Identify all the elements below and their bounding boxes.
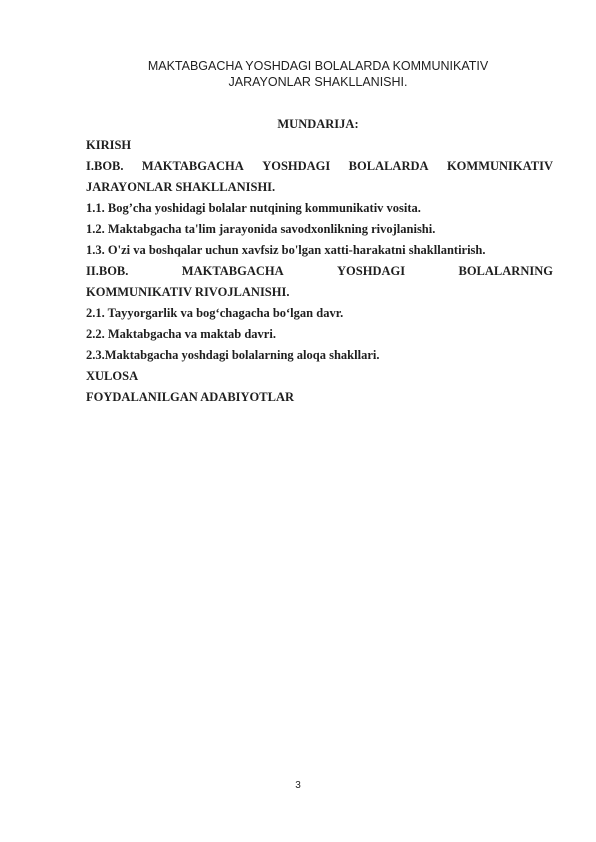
title-line-2: JARAYONLAR SHAKLLANISHI. xyxy=(228,75,408,89)
toc-entry-section-1-1: 1.1. Bog’cha yoshidagi bolalar nutqining kommunikativ vosita. xyxy=(86,201,421,215)
toc-entry-section-2-2: 2.2. Maktabgacha va maktab davri. xyxy=(86,327,276,341)
toc-entry-section-1-3: 1.3. O'zi va boshqalar uchun xavfsiz bo'lgan xatti-harakatni shakllantirish. xyxy=(86,243,486,257)
toc-entry-section-2-3: 2.3.Maktabgacha yoshdagi bolalarning aloqa shakllari. xyxy=(86,348,380,362)
toc-word: MAKTABGACHA xyxy=(181,264,284,278)
toc-entry-references: FOYDALANILGAN ADABIYOTLAR xyxy=(86,390,295,404)
toc-word: KOMMUNIKATIV xyxy=(446,159,553,173)
page-number: 3 xyxy=(295,780,301,791)
toc-word: BOLALARNING xyxy=(458,264,553,278)
toc-word: YOSHDAGI xyxy=(337,264,406,278)
contents-heading: MUNDARIJA: xyxy=(277,117,359,131)
toc-entry-intro: KIRISH xyxy=(86,138,132,152)
toc-word: BOLALARDA xyxy=(348,159,429,173)
toc-word: II.BOB. xyxy=(86,264,129,278)
toc-entry-chapter-2 xyxy=(86,261,553,282)
title-line-1: MAKTABGACHA YOSHDAGI BOLALARDA KOMMUNIKATIV xyxy=(147,59,489,73)
toc-entry-conclusion: XULOSA xyxy=(86,369,139,383)
toc-word: YOSHDAGI xyxy=(262,159,331,173)
toc-entry-chapter-2-continuation: KOMMUNIKATIV RIVOJLANISHI. xyxy=(86,285,290,299)
toc-entry-chapter-1 xyxy=(86,156,553,177)
toc-word: I.BOB. xyxy=(86,159,124,173)
table-of-contents xyxy=(86,135,553,408)
toc-entry-section-2-1: 2.1. Tayyorgarlik va bog‘chagacha bo‘lgan davr. xyxy=(86,306,344,320)
document-title xyxy=(80,58,556,90)
toc-entry-chapter-1-continuation: JARAYONLAR SHAKLLANISHI. xyxy=(86,180,276,194)
toc-word: MAKTABGACHA xyxy=(141,159,244,173)
toc-entry-section-1-2: 1.2. Maktabgacha ta'lim jarayonida savodxonlikning rivojlanishi. xyxy=(86,222,436,236)
